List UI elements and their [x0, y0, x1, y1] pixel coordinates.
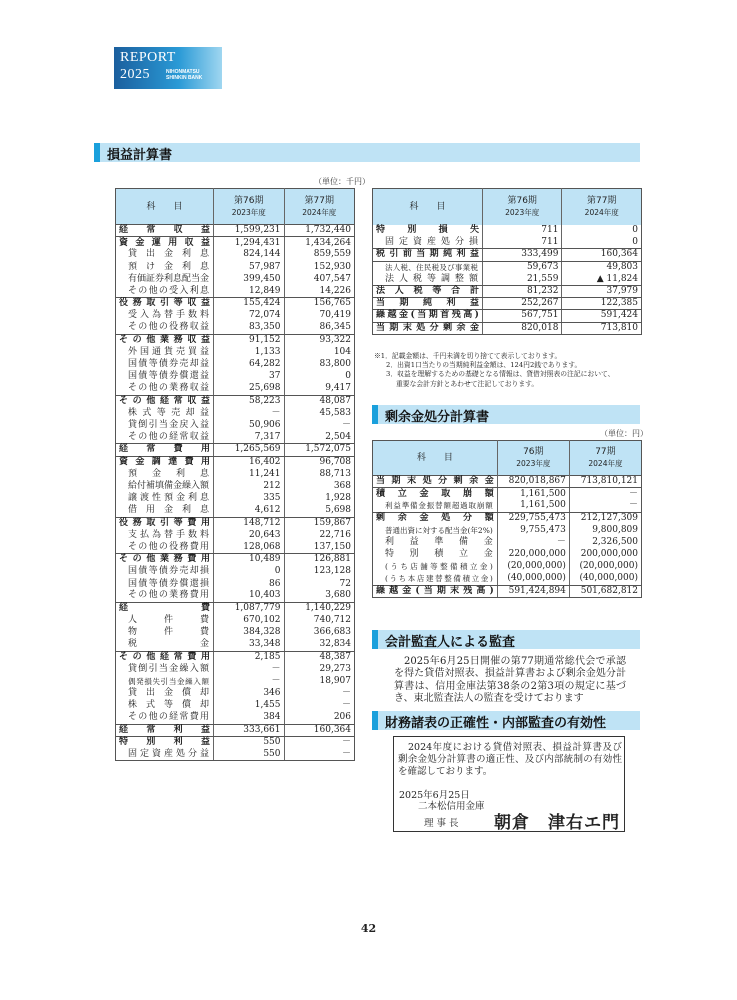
col-item: 科 目	[373, 441, 498, 476]
value-period-76: (20,000,000)	[497, 561, 569, 573]
value-period-77: 2,326,500	[569, 536, 641, 548]
value-period-76: 335	[214, 493, 284, 505]
value-period-76: －	[214, 663, 284, 675]
table-row	[116, 225, 355, 237]
value-period-76: 81,232	[482, 285, 561, 297]
value-period-77: 122,385	[562, 298, 642, 310]
value-period-77: 212,127,309	[569, 512, 641, 524]
row-label: 利益準備金	[385, 537, 493, 548]
table-row	[116, 566, 355, 578]
value-period-77: －	[284, 700, 355, 712]
value-period-76: 1,599,231	[214, 225, 284, 237]
row-label: 役務取引等費用	[119, 517, 211, 528]
value-period-76: 252,267	[482, 298, 561, 310]
heading-marker	[372, 405, 378, 424]
row-label: 利益準備金振替額超過取崩額	[373, 500, 498, 512]
table-row	[116, 310, 355, 322]
value-period-76: 64,282	[214, 359, 284, 371]
row-label: 特 別 損 失	[376, 225, 479, 236]
row-label: 繰越金(当期首残高)	[373, 310, 483, 322]
value-period-76: －	[214, 407, 284, 419]
value-period-77: －	[284, 736, 355, 748]
table-row	[373, 512, 642, 524]
table-row	[116, 420, 355, 432]
table-row	[116, 675, 355, 687]
row-label: 外国通貨売買益	[128, 346, 210, 357]
value-period-76: 1,087,779	[214, 602, 284, 614]
row-label: 国債等債券償還損	[128, 578, 210, 589]
value-period-77: 1,434,264	[284, 237, 355, 249]
table-row	[116, 627, 355, 639]
table-row	[116, 736, 355, 748]
value-period-76: 10,403	[214, 590, 284, 602]
value-period-77: 1,732,440	[284, 225, 355, 237]
row-label: 受入為替手数料	[128, 310, 210, 321]
table-row	[373, 273, 642, 285]
value-period-77: 104	[284, 346, 355, 358]
value-period-77: 49,803	[562, 261, 642, 273]
value-period-77: 740,712	[284, 615, 355, 627]
surplus-table	[372, 440, 642, 598]
value-period-77: －	[569, 488, 641, 500]
table-row	[373, 322, 642, 334]
table-row	[373, 561, 642, 573]
table-row	[373, 298, 642, 310]
value-period-76: 83,350	[214, 322, 284, 334]
table-row	[373, 536, 642, 548]
table-row	[116, 724, 355, 736]
value-period-77: (40,000,000)	[569, 573, 641, 585]
value-period-77: －	[284, 688, 355, 700]
value-period-76: 1,133	[214, 346, 284, 358]
table-row	[373, 488, 642, 500]
income-statement-table-left	[115, 188, 355, 761]
value-period-76: 1,455	[214, 700, 284, 712]
row-label: 資金運用収益	[119, 237, 211, 248]
surplus-unit-label: （単位：円）	[600, 429, 648, 438]
table-row	[116, 395, 355, 407]
value-period-76: 711	[482, 225, 561, 237]
value-period-76: 820,018,867	[497, 476, 569, 488]
value-period-77: 1,928	[284, 493, 355, 505]
value-period-76: (40,000,000)	[497, 573, 569, 585]
audit-text: 2025年6月25日開催の第77期通常総代会で承認を得た貸借対照表、損益計算書および剰余金処分計算書は、信用金庫法第38条の2第3項の規定に基づき、東北監査法人の監査を受けております	[394, 656, 626, 705]
row-label: 当期末処分剰余金	[373, 476, 498, 488]
value-period-77: 368	[284, 480, 355, 492]
row-label: 貸出金償却	[128, 688, 210, 699]
row-label: (うち本店建替整備積立金)	[373, 573, 498, 585]
row-label: その他の受入利息	[116, 285, 214, 297]
row-label: 物件費	[128, 627, 210, 638]
value-period-77: 96,708	[284, 456, 355, 468]
row-label: 人件費	[128, 615, 210, 626]
value-period-77: 72	[284, 578, 355, 590]
value-period-76: 1,294,431	[214, 237, 284, 249]
value-period-77: 713,810	[562, 322, 642, 334]
value-period-77: 160,364	[562, 249, 642, 261]
value-period-76: －	[497, 536, 569, 548]
value-period-77: －	[284, 749, 355, 761]
table-row	[116, 554, 355, 566]
table-row	[116, 480, 355, 492]
row-label: 偶発損失引当金繰入額	[128, 677, 210, 687]
row-label: 有価証券利息配当金	[128, 273, 210, 284]
value-period-76: 91,152	[214, 334, 284, 346]
value-period-77: 1,140,229	[284, 602, 355, 614]
table-row	[116, 688, 355, 700]
row-label: 法人税等合計	[373, 285, 483, 297]
value-period-76: 12,849	[214, 285, 284, 297]
table-row	[116, 529, 355, 541]
assurance-heading	[372, 711, 640, 730]
value-period-76: 567,751	[482, 310, 561, 322]
col-item: 科 目	[373, 189, 483, 225]
table-row	[116, 322, 355, 334]
value-period-77: 366,683	[284, 627, 355, 639]
value-period-76: 824,144	[214, 249, 284, 261]
row-label: 貸倒引当金戻入益	[128, 420, 210, 431]
value-period-77: 501,682,812	[569, 585, 641, 597]
value-period-77: 123,128	[284, 566, 355, 578]
table-row	[116, 578, 355, 590]
col-period-76: 第76期 2023年度	[214, 189, 284, 225]
table-row	[116, 237, 355, 249]
value-period-77: 18,907	[284, 675, 355, 687]
table-row	[116, 249, 355, 261]
audit-heading	[372, 630, 640, 649]
value-period-77: 126,881	[284, 554, 355, 566]
value-period-77: 3,680	[284, 590, 355, 602]
table-row	[373, 524, 642, 536]
value-period-76: 7,317	[214, 432, 284, 444]
table-row	[116, 383, 355, 395]
value-period-76: 16,402	[214, 456, 284, 468]
value-period-76: 591,424,894	[497, 585, 569, 597]
table-row	[373, 237, 642, 249]
value-period-77: 37,979	[562, 285, 642, 297]
assurance-title: 財務諸表の正確性・内部監査の有効性	[385, 716, 607, 731]
table-row	[116, 468, 355, 480]
value-period-76: 72,074	[214, 310, 284, 322]
row-label: 資金調達費用	[119, 456, 211, 467]
value-period-77: 859,559	[284, 249, 355, 261]
value-period-76: 333,661	[214, 724, 284, 736]
table-row	[116, 541, 355, 553]
income-left-body	[116, 225, 355, 761]
row-label: 預金利息	[128, 468, 210, 479]
table-row	[116, 749, 355, 761]
table-row	[116, 590, 355, 602]
assurance-bank: 二本松信用金庫	[418, 801, 485, 812]
value-period-76: 57,987	[214, 261, 284, 273]
value-period-77: 0	[562, 237, 642, 249]
table-row	[373, 585, 642, 597]
row-label: 当期末処分剰余金	[373, 322, 483, 334]
table-row	[116, 517, 355, 529]
table-row	[116, 700, 355, 712]
value-period-77: 407,547	[284, 273, 355, 285]
row-label: 経 常 収 益	[116, 225, 214, 237]
value-period-77: 48,387	[284, 651, 355, 663]
value-period-77: ▲ 11,824	[562, 273, 642, 285]
table-row	[116, 432, 355, 444]
row-label: 繰越金(当期末残高)	[373, 585, 498, 597]
col-period-77: 第77期 2024年度	[562, 189, 642, 225]
value-period-76: －	[214, 675, 284, 687]
row-label: 固定資産処分益	[116, 749, 214, 761]
report-logo	[114, 47, 222, 89]
income-statement-table-right	[372, 188, 642, 335]
row-label: 支払為替手数料	[128, 529, 210, 540]
table-row	[116, 712, 355, 724]
value-period-77: 159,867	[284, 517, 355, 529]
heading-marker	[372, 711, 378, 730]
row-label: その他業務収益	[119, 335, 211, 346]
value-period-76: 1,265,569	[214, 444, 284, 456]
value-period-77: 45,583	[284, 407, 355, 419]
value-period-76: 37	[214, 371, 284, 383]
row-label: 株式等売却益	[128, 407, 210, 418]
value-period-76: 820,018	[482, 322, 561, 334]
table-row	[116, 602, 355, 614]
heading-marker	[372, 630, 378, 649]
value-period-77: 0	[562, 225, 642, 237]
value-period-76: 333,499	[482, 249, 561, 261]
row-label: 譲渡性預金利息	[128, 493, 210, 504]
table-row	[116, 615, 355, 627]
value-period-76: 1,161,500	[497, 500, 569, 512]
row-label: その他経常費用	[119, 651, 211, 662]
table-row	[373, 249, 642, 261]
income-statement-title: 損益計算書	[107, 148, 173, 163]
row-label: その他の経常費用	[116, 712, 214, 724]
value-period-76: 550	[214, 749, 284, 761]
row-label: その他の経常収益	[116, 432, 214, 444]
value-period-77: 2,504	[284, 432, 355, 444]
row-label: 経 常 利 益	[116, 724, 214, 736]
audit-title: 会計監査人による監査	[385, 635, 516, 650]
row-label: 積立金取崩額	[376, 488, 494, 499]
value-period-76: 384	[214, 712, 284, 724]
row-label: その他業務費用	[119, 554, 211, 565]
row-label: 固定資産処分損	[373, 237, 483, 249]
value-period-76: 25,698	[214, 383, 284, 395]
assurance-role: 理 事 長	[424, 818, 459, 829]
value-period-76: 58,223	[214, 395, 284, 407]
value-period-77: 1,572,075	[284, 444, 355, 456]
table-row	[373, 285, 642, 297]
value-period-76: 86	[214, 578, 284, 590]
row-label: 役務取引等収益	[119, 298, 211, 309]
table-row	[373, 549, 642, 561]
table-row	[116, 639, 355, 651]
row-label: その他の業務収益	[116, 383, 214, 395]
value-period-77: 137,150	[284, 541, 355, 553]
row-label: 貸倒引当金繰入額	[128, 663, 210, 674]
row-label: 国債等債券償還益	[128, 371, 210, 382]
value-period-77: 88,713	[284, 468, 355, 480]
value-period-76: 128,068	[214, 541, 284, 553]
value-period-76: 10,489	[214, 554, 284, 566]
value-period-77: 206	[284, 712, 355, 724]
logo-year-text: 2025	[120, 67, 150, 82]
row-label: 法人税等調整額	[373, 273, 483, 285]
col-period-77: 第77期 2024年度	[284, 189, 355, 225]
value-period-77: －	[569, 500, 641, 512]
value-period-76: 711	[482, 237, 561, 249]
row-label: 特別積立金	[385, 549, 493, 560]
table-row	[373, 573, 642, 585]
value-period-76: 4,612	[214, 505, 284, 517]
value-period-76: 220,000,000	[497, 549, 569, 561]
row-label: 法人税、住民税及び事業税	[385, 262, 478, 272]
value-period-76: 11,241	[214, 468, 284, 480]
surplus-heading	[372, 405, 640, 424]
value-period-77: 86,345	[284, 322, 355, 334]
table-row	[116, 334, 355, 346]
surplus-body	[373, 476, 642, 598]
value-period-77: (20,000,000)	[569, 561, 641, 573]
value-period-77: 9,417	[284, 383, 355, 395]
value-period-77: 32,834	[284, 639, 355, 651]
table-row	[373, 261, 642, 273]
row-label: (うち店舗等整備積立金)	[385, 562, 493, 572]
value-period-77: 83,800	[284, 359, 355, 371]
col-period-76: 76期 2023年度	[497, 441, 569, 476]
value-period-77: 160,364	[284, 724, 355, 736]
value-period-77: 0	[284, 371, 355, 383]
heading-marker	[94, 143, 100, 162]
row-label: 国債等債券売却損	[128, 566, 210, 577]
table-row	[373, 310, 642, 322]
table-row	[116, 493, 355, 505]
table-row	[116, 456, 355, 468]
value-period-77: 48,087	[284, 395, 355, 407]
table-row	[373, 225, 642, 237]
note-line: 2．出資1口当たりの当期純利益金額は、124円2銭であります。	[386, 361, 582, 370]
row-label: 剰余金処分額	[376, 512, 494, 523]
value-period-77: 22,716	[284, 529, 355, 541]
income-unit-label: （単位：千円）	[314, 177, 370, 186]
table-row	[373, 476, 642, 488]
table-row	[116, 298, 355, 310]
value-period-77: 9,800,809	[569, 524, 641, 536]
table-row	[116, 346, 355, 358]
note-line: ※1．記載金額は、千円未満を切り捨てて表示しております。	[374, 352, 562, 360]
assurance-name: 朝倉 津右エ門	[494, 813, 620, 833]
value-period-76: 0	[214, 566, 284, 578]
value-period-76: 399,450	[214, 273, 284, 285]
row-label: 税金	[116, 639, 214, 651]
table-row	[116, 444, 355, 456]
row-label: 当期純利益	[373, 298, 483, 310]
row-label: その他の役務収益	[116, 322, 214, 334]
value-period-76: 229,755,473	[497, 512, 569, 524]
note-line: 3．収益を理解するための基礎となる情報は、貸借対照表の注記において、	[386, 370, 615, 379]
value-period-77: 200,000,000	[569, 549, 641, 561]
table-row	[116, 285, 355, 297]
value-period-76: 384,328	[214, 627, 284, 639]
value-period-76: 148,712	[214, 517, 284, 529]
value-period-76: 50,906	[214, 420, 284, 432]
assurance-box	[393, 736, 625, 832]
value-period-77: 14,226	[284, 285, 355, 297]
value-period-76: 346	[214, 688, 284, 700]
row-label: 貸出金利息	[128, 249, 210, 260]
col-period-76: 第76期 2023年度	[482, 189, 561, 225]
value-period-77: －	[284, 420, 355, 432]
assurance-date: 2025年6月25日	[399, 790, 470, 801]
value-period-76: 20,643	[214, 529, 284, 541]
row-label: 借用金利息	[116, 505, 214, 517]
row-label: 普通出資に対する配当金(年2%)	[385, 525, 493, 535]
col-period-77: 77期 2024年度	[569, 441, 641, 476]
value-period-76: 1,161,500	[497, 488, 569, 500]
page-number: 42	[360, 922, 377, 935]
note-line: 重要な会計方針とあわせて注記しております。	[396, 379, 539, 388]
row-label: 経 費	[119, 603, 211, 614]
logo-report-text: REPORT	[120, 50, 176, 65]
value-period-76: 155,424	[214, 298, 284, 310]
table-row	[116, 273, 355, 285]
surplus-title: 剰余金処分計算書	[385, 410, 490, 425]
value-period-76: 33,348	[214, 639, 284, 651]
table-row	[116, 651, 355, 663]
value-period-77: 156,765	[284, 298, 355, 310]
col-item: 科 目	[116, 189, 214, 225]
table-row	[116, 359, 355, 371]
table-row	[116, 505, 355, 517]
value-period-77: 152,930	[284, 261, 355, 273]
value-period-76: 59,673	[482, 261, 561, 273]
table-row	[116, 407, 355, 419]
income-notes	[374, 352, 644, 389]
value-period-77: 70,419	[284, 310, 355, 322]
income-statement-heading	[94, 143, 640, 162]
row-label: その他の役務費用	[116, 541, 214, 553]
row-label: 国債等債券売却益	[128, 359, 210, 370]
income-right-body	[373, 225, 642, 335]
value-period-77: 713,810,121	[569, 476, 641, 488]
row-label: 特 別 利 益	[119, 737, 211, 748]
value-period-76: 550	[214, 736, 284, 748]
value-period-77: 5,698	[284, 505, 355, 517]
row-label: 税引前当期純利益	[373, 249, 483, 261]
row-label: 経 常 費 用	[116, 444, 214, 456]
value-period-77: 591,424	[562, 310, 642, 322]
table-row	[116, 371, 355, 383]
row-label: その他経常収益	[119, 395, 211, 406]
value-period-76: 21,559	[482, 273, 561, 285]
table-row	[116, 261, 355, 273]
value-period-76: 2,185	[214, 651, 284, 663]
table-row	[373, 500, 642, 512]
table-row	[116, 663, 355, 675]
value-period-76: 670,102	[214, 615, 284, 627]
value-period-77: 93,322	[284, 334, 355, 346]
row-label: その他の業務費用	[116, 590, 214, 602]
value-period-77: 29,273	[284, 663, 355, 675]
assurance-text: 2024年度における貸借対照表、損益計算書及び剰余金処分計算書の適正性、及び内部統制の有効性を確認しております。	[398, 742, 622, 777]
logo-bank-text: NIHONMATSU SHINKIN BANK	[166, 69, 203, 81]
row-label: 預け金利息	[128, 261, 210, 272]
row-label: 給付補填備金繰入額	[128, 481, 210, 492]
value-period-76: 9,755,473	[497, 524, 569, 536]
row-label: 株式等償却	[128, 700, 210, 711]
value-period-76: 212	[214, 480, 284, 492]
